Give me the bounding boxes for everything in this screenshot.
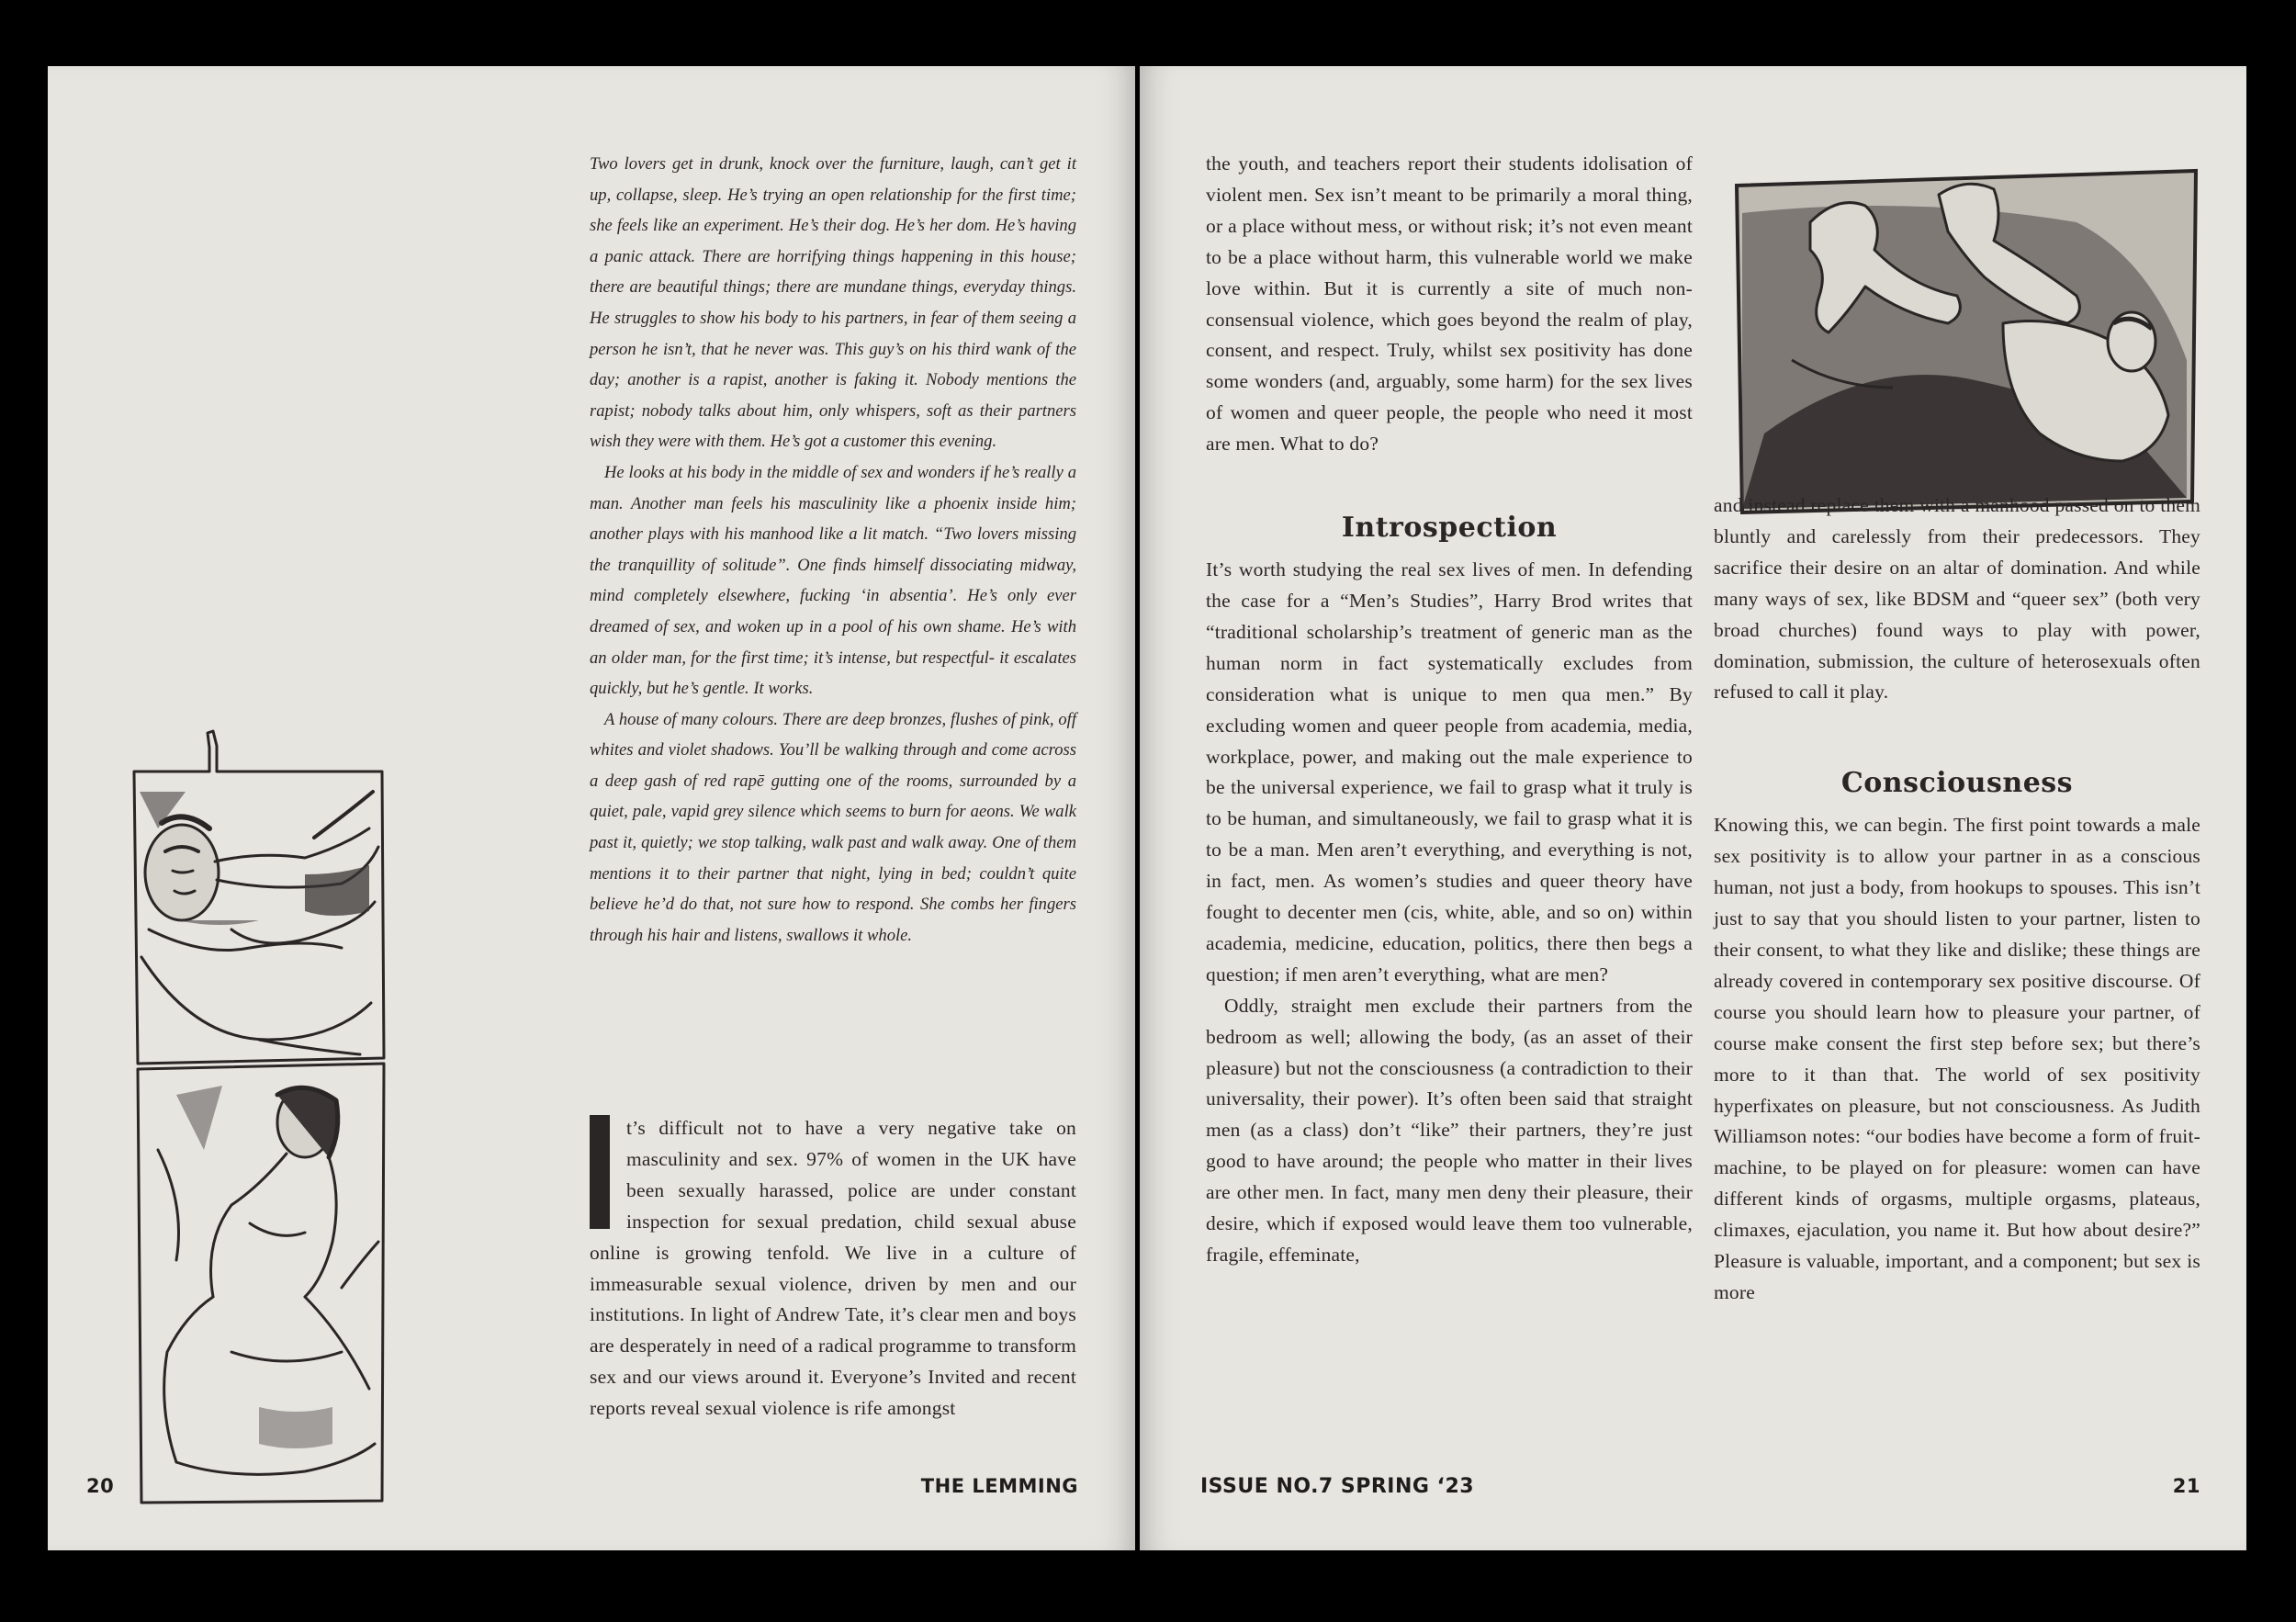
italic-paragraph: He looks at his body in the middle of sex and wonders if he’s really a man. Another man feels his masculinity like a phoenix inside him; another plays with his manhood like a lit match. “Two lovers missing the tranquillity of solitude”. One finds himself dissociating midway, mind completely elsewhere, fucking ‘in absentia’. He’s only ever dreamed of sex, and woken up in a pool of his own shame. He’s with an older man, for the first time; it’s intense, but respectful- it escalates quickly, but he’s gentle. It works. <box>590 462 1076 699</box>
page-number-right: 21 <box>2172 1475 2200 1497</box>
footer-title: THE LEMMING <box>920 1475 1078 1497</box>
body-paragraph: It’s worth studying the real sex lives of men. In defending the case for a “Men’s Studies”, Harry Brod writes that “traditional scholarship’s treatment of generic man as the human norm in fact systematically excludes from consideration what is unique to men qua men.” By excluding women and queer people from academia, media, workplace, power, and making out the male experience to be the universal experience, we fail to grasp what it truly is to be human, and simultaneously, we fail to grasp what it is to be a man. Men aren’t everything, and everything is not, in fact, men. As women’s studies and queer theory have fought to decenter men (cis, white, able, and so on) within academia, medicine, education, politics, there then begs a question; if men aren’t everything, what are men? <box>1206 558 1693 986</box>
left-body-column <box>590 1113 1076 1425</box>
body-paragraph: Oddly, straight men exclude their partners from the bedroom as well; allowing the body, (as an asset of their pleasure) but not the consciousness (a contradiction to their universality, their power). It’s often been said that straight men (as a class) don’t “like” their partners, they’re just good to have around; the people who matter in their lives are other men. In fact, many men deny their pleasure, their desire, which if exposed would leave them too vulnerable, fragile, effeminate, <box>1206 994 1693 1266</box>
body-paragraph: Knowing this, we can begin. The first point towards a male sex positivity is to allow your partner in as a conscious human, not just a body, from hookups to spouses. This isn’t just to say that you should listen to your partner, listen to their consent, to what they like and dislike; these things are already covered in contemporary sex positive discourse. Of course you should learn how to pleasure your partner, of course make consent the first step before sex; but there’s more to it than that. The world of sex positivity hyperfixates on pleasure, but not consciousness. As Judith Williamson notes: “our bodies have become a form of fruit-machine, to be played on for pleasure: women can have different kinds of orgasms, multiple orgasms, plateaus, climaxes, ejaculation, you name it. But how about desire?” Pleasure is valuable, important, and a component; but sex is more <box>1714 814 2200 1303</box>
figure-illustration-left <box>121 654 397 1508</box>
heading-introspection: Introspection <box>1341 512 1558 545</box>
footer-issue: ISSUE NO.7 SPRING ‘23 <box>1200 1475 1475 1498</box>
italic-vignettes <box>590 149 1076 951</box>
body-paragraph: and instead replace them with a manhood passed on to them bluntly and carelessly from their predecessors. They sacrifice their desire on an altar of domination. And while many ways of sex, like BDSM and “queer sex” (both very broad churches) found ways to play with power, domination, submission, the culture of heterosexuals often refused to call it play. <box>1714 494 2200 704</box>
left-page <box>48 66 1135 1550</box>
drop-cap-i <box>590 1115 610 1229</box>
italic-paragraph: Two lovers get in drunk, knock over the furniture, laugh, can’t get it up, collapse, sleep. He’s trying an open relationship for the first time; she feels like an experiment. He’s their dog. He’s her dom. He’s having a panic attack. There are horrifying things happening in this house; there are beautiful things; there are mundane things, everyday things. He struggles to show his body to his partners, in fear of them seeing a person he isn’t, that he never was. This guy’s on his third wank of the day; another is a rapist, another is faking it. Nobody mentions the rapist; nobody talks about him, only whispers, soft as their partners wish they were with them. He’s got a customer this evening. <box>590 154 1076 452</box>
right-column-2 <box>1714 490 2200 1309</box>
figure-illustration-right <box>1728 158 2205 525</box>
body-paragraph: t’s difficult not to have a very negative take on masculinity and sex. 97% of women in the UK have been sexually harassed, police are under constant inspection for sexual predation, child sexual abuse online is growing tenfold. We live in a culture of immeasurable sexual violence, driven by men and our institutions. In light of Andrew Tate, it’s clear men and boys are desperately in need of a radical programme to transform sex and our views around it. Everyone’s Invited and recent reports reveal sexual violence is rife amongst <box>590 1117 1076 1420</box>
right-page <box>1140 66 2246 1550</box>
page-number-left: 20 <box>86 1475 115 1497</box>
heading-consciousness: Consciousness <box>1840 767 2074 800</box>
right-column-1 <box>1206 149 1693 1271</box>
body-paragraph: the youth, and teachers report their students idolisation of violent men. Sex isn’t meant to be primarily a moral thing, or a place without mess, or without risk; it’s not even meant to be a place without harm, this vulnerable world we make love within. But it is currently a site of much non-consensual violence, which goes beyond the realm of play, consent, and respect. Truly, whilst sex positivity has done some wonders (and, arguably, some harm) for the sex lives of women and queer people, the people who need it most are men. What to do? <box>1206 152 1693 456</box>
italic-paragraph: A house of many colours. There are deep bronzes, flushes of pink, off whites and violet shadows. You’ll be walking through and come across a deep gash of red rapē gutting one of the rooms, surrounded by a quiet, pale, vapid grey silence which seems to burn for aeons. We walk past it, quietly; we stop talking, walk past and walk away. One of them mentions it to their partner that night, lying in bed; couldn’t quite believe he’d do that, not sure how to respond. She combs her fingers through his hair and listens, swallows it whole. <box>590 709 1076 945</box>
